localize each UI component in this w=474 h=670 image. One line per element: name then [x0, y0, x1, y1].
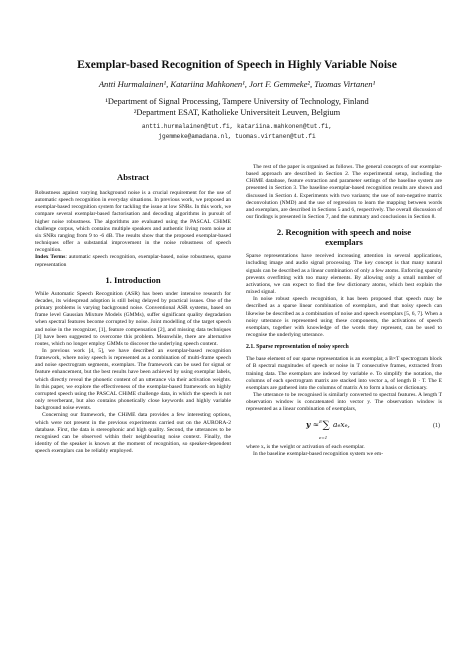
abstract-heading: Abstract: [117, 172, 149, 182]
equation-lower-limit: e=1: [319, 434, 328, 440]
equation-body: [306, 418, 350, 440]
intro-paragraph-2: In previous work [4, 5], we have described an exemplar-based recognition framework, where noisy speech is represented as a combination of multi-frame speech and noise spectrogram segments, exemplars. The framework can be used for signal or feature enhancement, but the best results have been achieved by using exemplar labels, which directly reveal the phonetic content of an utterance via their activation weights. In this paper, we explore the effectiveness of the exemplar-based framework on highly corrupted speech using the PASCAL CHiME challenge data, in which the speech is not only reverberant, but also contains phonetically close keywords and highly variable background noise events.: [35, 347, 231, 412]
equation-term: aₑxₑ,: [332, 419, 350, 429]
section-2-heading: [246, 227, 442, 247]
organisation-paragraph: The rest of the paper is organised as follows. The general concepts of our exemplar-based approach are described in Section 2. The experimental setup, including the CHiME database, feature extraction and parameter settings of the baseline system are presented in Section 3. The baseline exemplar-based recognition results are shown and discussed in Section 4. Experiments with two variants; the use of non-negative matrix deconvolution (NMD) and the use of regression to learn the mapping between words and exemplars, are described in Sections 5 and 6, respectively. The overall discussion of our findings is presented in Section 7, and the summary and conclusions in Section 8.: [246, 164, 442, 221]
equation-approx: ≈: [312, 419, 320, 429]
affiliation-2: ²Department ESAT, Katholieke Universiteit Leuven, Belgium: [133, 108, 341, 117]
after-equation-text: where xₑ is the weight or activation of each exemplar.: [246, 443, 365, 450]
section-2-heading-line-2: exemplars: [325, 237, 363, 248]
subsection-paragraph-2: The utterance to be recognised is similarly converted to spectral features. A length T observation window is concatenated into vector y. The observation window is represented as a linear combination of exemplars,: [246, 392, 442, 413]
index-terms: [35, 254, 231, 268]
index-terms-text: : automatic speech recognition, exemplar-based, noise robustness, sparse representation: [35, 254, 231, 268]
intro-paragraph-3: Concerning our framework, the CHiME data provides a few interesting options, which were not present in the previous experiments carried out on the AURORA-2 database. First, the data is stereophonic and high quality. Second, the utterances to be recognised can be observed within their neighbouring noise context. Finally, the identity of the speaker is known at the moment of recognition, so speaker-dependent speech exemplars can be reliably employed.: [35, 412, 231, 455]
author-list: Antti Hurmalainen¹, Katariina Mahkonen¹, Jort F. Gemmeke², Tuomas Virtanen¹: [98, 79, 376, 89]
index-terms-label: Index Terms: [35, 254, 66, 261]
section-2-paragraph-1: Sparse representations have received increasing attention in several applications, including image and audio signal processing. The key concept is that many natural signals can be described as a linear combination of only a few atoms. Enforcing sparsity prevents overfitting with too many elements. By allowing only a small number of activations, we can expect to find the few dictionary atoms, which best explain the mixed signal.: [246, 253, 442, 296]
section-2-paragraph-2: In noise robust speech recognition, it has been proposed that speech may be described as a sparse linear combination of exemplars, and that noisy speech can likewise be described as a combination of noise and speech exemplars [5, 6, 7]. When a noisy utterance is represented using these components, the activations of speech exemplars, together with knowledge of the words they represent, can be used to recognise the underlying utterance.: [246, 296, 442, 338]
section-2-heading-line-1: 2. Recognition with speech and noise: [276, 227, 412, 238]
equation-sum-symbol: ∑: [322, 419, 330, 431]
equation-upper-limit: E: [319, 418, 322, 424]
intro-paragraph-1: While Automatic Speech Recognition (ASR) has been under intensive research for decades, its widespread adoption is still being delayed by practical issues. One of the primary problems is varying background noise. Conventional ASR systems, based on frame level Gaussian Mixture Models (GMMs), suffer significant quality degradation when spectral features become corrupted by noise. Joint modelling of the target speech and noise in the recognizer, [1], feature compensation [2], and missing data techniques [3] have been suggested to overcome this problem. Meanwhile, there are alternative routes, which no longer employ GMMs to discover the underlying speech content.: [35, 290, 231, 347]
equation-1: [246, 416, 442, 440]
affiliation-1: ¹Department of Signal Processing, Tampere University of Technology, Finland: [105, 97, 369, 106]
right-column: [246, 164, 442, 458]
subsection-paragraph-1: The base element of our sparse representation is an exemplar, a B×T spectrogram block of B spectral magnitudes of speech or noise in T consecutive frames, extracted from training data. The exemplars are indexed by variable e. To simplify the notation, the columns of each spectrogram matrix are stacked into vector aₑ of length B · T. The E exemplars are gathered into the columns of matrix A to form a basis or dictionary.: [246, 356, 442, 391]
paper-title: Exemplar-based Recognition of Speech in Highly Variable Noise: [77, 58, 397, 71]
equation-number: (1): [433, 422, 440, 429]
emails-line-2: jgemmeke@amadana.nl, tuomas.virtanen@tut.fi: [158, 132, 316, 140]
emails-line-1: antti.hurmalainen@tut.fi, katariina.mahkonen@tut.fi,: [141, 123, 333, 130]
subsection-2-1-heading: 2.1. Sparse representation of noisy speech: [246, 344, 349, 351]
equation-lhs: y: [306, 419, 311, 429]
author-emails: [20, 122, 454, 141]
introduction-heading: 1. Introduction: [105, 274, 161, 285]
abstract-text: Robustness against varying background noise is a crucial requirement for the use of automatic speech recognition in everyday situations. In previous work, we proposed an exemplar-based recognition system for tackling the issue at low SNRs. In this work, we compare several exemplar-based factorisation and decoding algorithms in pursuit of higher noise robustness. The algorithms are evaluated using the PASCAL CHiME challenge corpus, which contains multiple speakers and authentic living room noise at six SNRs ranging from 9 to -6 dB. The results show that the proposed exemplar-based techniques offer a substantial improvement in the noise robustness of speech recognition.: [35, 190, 231, 254]
last-paragraph: In the baseline exemplar-based recognition system we em-: [253, 450, 384, 457]
left-column: [35, 164, 231, 455]
